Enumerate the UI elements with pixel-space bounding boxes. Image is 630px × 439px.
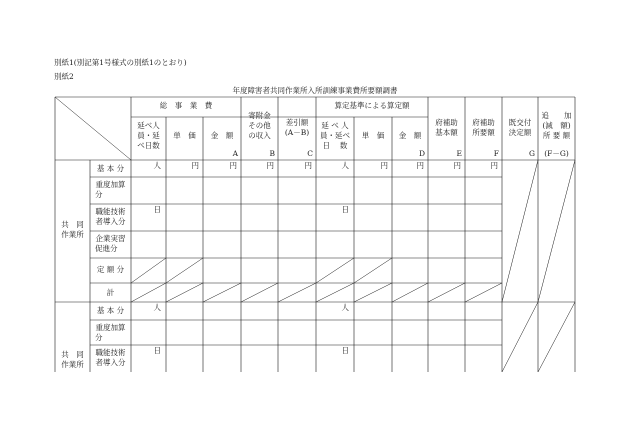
row-label-skill-2: 職能技術 者導入分 xyxy=(95,348,126,367)
group-label-1: 共 同 作業所 xyxy=(61,220,84,239)
note-line-1: 別紙1(別記第1号様式の別紙1のとおり) xyxy=(54,58,187,67)
header-persons-2: 延 べ 人 員・延べ 日 数 xyxy=(320,121,350,150)
header-amount-2: 金 額 xyxy=(398,131,422,140)
row-label-basic: 基 本 分 xyxy=(96,164,125,173)
row-label-practical: 企業実習 促進分 xyxy=(95,234,126,253)
unit-person: 人 xyxy=(341,303,349,312)
unit-yen: 円 xyxy=(416,161,424,170)
row-label-severe-2: 重度加算 分 xyxy=(95,323,126,342)
unit-day: 日 xyxy=(153,205,161,214)
header-letter-b: B xyxy=(269,149,275,158)
unit-yen: 円 xyxy=(191,161,199,170)
table-title: 年度障害者共同作業所入所訓練事業費所要額調書 xyxy=(232,86,398,95)
header-letter-c: C xyxy=(307,149,313,158)
unit-yen: 円 xyxy=(266,161,274,170)
unit-yen: 円 xyxy=(490,161,498,170)
note-line-2: 別紙2 xyxy=(54,72,74,81)
row-label-fixed: 定 額 分 xyxy=(96,265,125,274)
unit-person: 人 xyxy=(153,161,161,170)
header-letter-d: D xyxy=(418,149,425,158)
unit-yen: 円 xyxy=(453,161,461,170)
header-calc-by-standard: 算定基準による算定額 xyxy=(334,101,410,110)
header-total-expenses: 総 事 業 費 xyxy=(159,101,213,110)
header-unit-price-2: 単 価 xyxy=(361,131,385,140)
row-label-total: 計 xyxy=(106,288,115,297)
header-persons: 延べ人 員・延 べ日数 xyxy=(137,121,160,150)
unit-person: 人 xyxy=(341,161,349,170)
header-amount: 金 額 xyxy=(210,131,234,140)
header-letter-a: A xyxy=(232,149,238,158)
header-letter-e: E xyxy=(456,149,462,158)
header-pref-base: 府補助 基本額 xyxy=(435,118,458,137)
header-letter-g: G xyxy=(529,149,535,158)
header-letter-f: F xyxy=(493,149,499,158)
header-add-amount: 追 加 (減 額) 所 要 額 xyxy=(541,111,572,140)
row-label-basic-2: 基 本 分 xyxy=(96,306,125,315)
row-label-severe: 重度加算 分 xyxy=(95,180,126,199)
unit-day: 日 xyxy=(341,205,349,214)
unit-yen: 円 xyxy=(380,161,388,170)
header-unit-price: 単 価 xyxy=(173,131,196,140)
header-pref-need: 府補助 所要額 xyxy=(472,118,495,137)
row-label-skill: 職能技術 者導入分 xyxy=(95,207,126,226)
unit-yen: 円 xyxy=(229,161,237,170)
header-other-income: 寄附金 その他 の収入 xyxy=(248,111,271,140)
unit-day: 日 xyxy=(341,346,349,355)
unit-person: 人 xyxy=(153,303,161,312)
group-label-2: 共 同 作業所 xyxy=(61,350,84,369)
header-add-formula: (F－G) xyxy=(544,149,569,158)
header-diff: 差引額 (A－B) xyxy=(284,118,310,137)
header-paid: 既交付 決定額 xyxy=(508,118,532,137)
unit-yen: 円 xyxy=(304,161,312,170)
unit-day: 日 xyxy=(153,346,161,355)
